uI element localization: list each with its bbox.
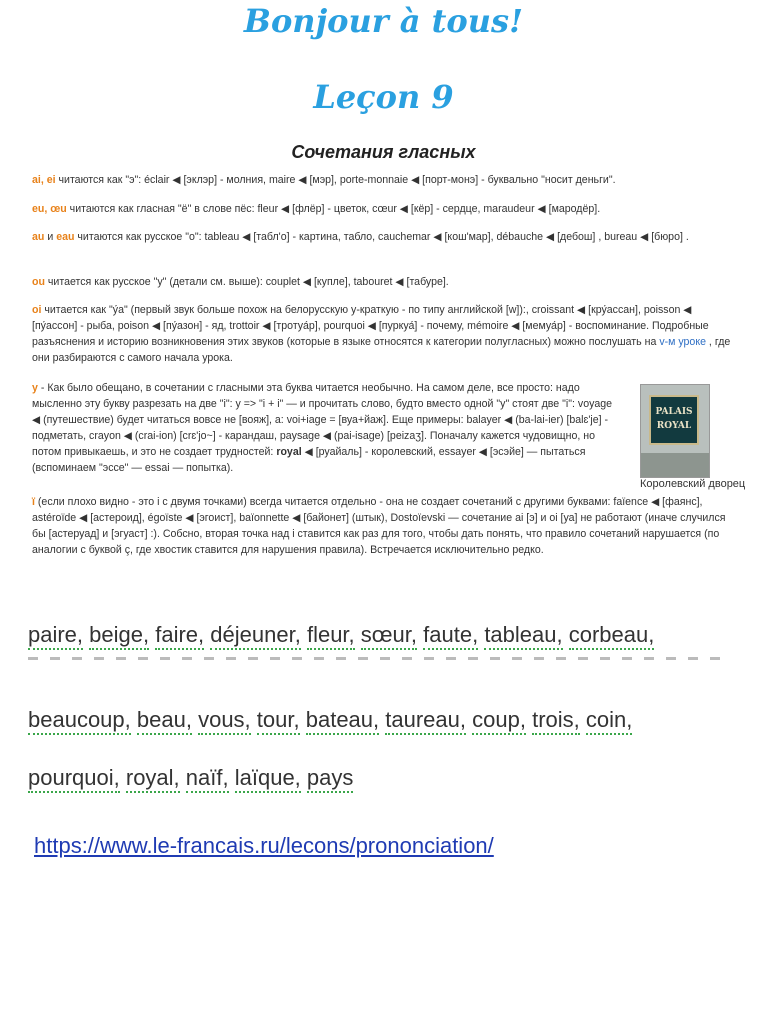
key-oi: oi — [32, 304, 42, 316]
word: taureau, — [385, 707, 466, 735]
paragraph-ou — [32, 274, 732, 290]
word: corbeau, — [569, 622, 655, 650]
sign-line: ROYAL — [656, 421, 692, 431]
paragraph-text: ◀ [руайаль] - королевский, essayer ◀ [эсэйе] — пытаться (вспоминаем "эссе" — essai — попытка). — [32, 446, 586, 474]
photo-caption: Королевский дворец — [640, 478, 746, 490]
key-au: au — [32, 231, 45, 243]
paragraph-oi — [32, 302, 732, 366]
palais-royal-sign — [649, 395, 699, 445]
word: sœur, — [361, 622, 417, 650]
paragraph-text: и — [44, 231, 57, 243]
word-line-2 — [28, 707, 632, 733]
paragraph-i-trema — [32, 494, 732, 558]
key-eu-oeu: eu, œu — [32, 203, 67, 215]
word: royal, — [126, 765, 180, 793]
paragraph-text: читается как "у́а" (первый звук больше похож на белорусскую у-краткую - по типу английской [w]):, croissant ◀ [кру́ассан], poisson ◀ [пу́ассон] - рыба, poison ◀ [пу́азон] - яд, trottoir ◀ [тротуа́р], pourquoi ◀ [пуркуа́] - почему, mémoire ◀ [мемуа́р] - воспоминание. Подробные разъяснения и историю возникновения этих звуков (которые в языке относятся к категории полугласных) можно послушать на — [32, 304, 709, 348]
cut-off-line — [28, 654, 728, 662]
paragraph-eu-oeu — [32, 201, 732, 217]
word: pourquoi, — [28, 765, 120, 793]
paragraph-text: читаются как русское "о": tableau ◀ [табл'о] - картина, табло, cauchemar ◀ [кош'мар], débauche ◀ [дебош] , bureau ◀ [бюро] . — [74, 231, 689, 243]
word: beau, — [137, 707, 192, 735]
word: fleur, — [307, 622, 355, 650]
paragraph-ai-ei — [32, 172, 732, 188]
paragraph-y — [32, 380, 622, 476]
word-line-3 — [28, 765, 353, 791]
word: naïf, — [186, 765, 229, 793]
palais-royal-photo — [640, 384, 710, 478]
word: trois, — [532, 707, 580, 735]
word: faire, — [155, 622, 204, 650]
source-link[interactable]: https://www.le-francais.ru/lecons/prononciation/ — [34, 833, 494, 858]
paragraph-text: читаются как гласная "ё" в слове пёс: fleur ◀ [флёр] - цветок, cœur ◀ [кёр] - сердце, maraudeur ◀ [мародёр]. — [66, 203, 601, 215]
key-ai-ei: ai, ei — [32, 174, 56, 186]
word: bateau, — [306, 707, 379, 735]
lesson-link[interactable]: v-м уроке — [659, 336, 706, 348]
paragraph-text: (если плохо видно - это i с двумя точками) всегда читается отдельно - она не создает сочетаний с другими буквами: faïence ◀ [фаянс], astéroïde ◀ [астероид], égoïste ◀ [эгоист], baïonnette ◀ [байонет] (штык), Dostoïevski — сочетание ai [э] и oi [уа] не работают (иначе случился бы [астеруад] и [эгуаст] :). Собсно, вторая точка над i ставится как раз для того, чтобы дать понять, что правило сочетаний нарушается (по аналогии с буквой ç, где хвостик ставится для нарушения правила). Встречается исключительно редко. — [32, 496, 726, 556]
key-y: y — [32, 382, 38, 394]
word: coin, — [586, 707, 632, 735]
section-heading: Сочетания гласных — [291, 142, 476, 162]
word: déjeuner, — [210, 622, 301, 650]
word: tableau, — [484, 622, 562, 650]
word: laïque, — [235, 765, 301, 793]
word: tour, — [257, 707, 300, 735]
word: coup, — [472, 707, 526, 735]
page-title: Bonjour à tous! — [243, 2, 524, 40]
paragraph-au-eau — [32, 229, 732, 245]
word-line-1 — [28, 622, 654, 648]
word: pays — [307, 765, 353, 793]
paragraph-text: - Как было обещано, в сочетании с гласными эта буква читается необычно. На самом деле, все просто: надо мысленно эту букву разрезать на две "i": y => "i + i" — и прочитать слово, будто вместо одной "у" стоят две "i": voyage ◀ (путешествие) будет читаться вовсе не [вояж], а: voi+iage = [вуа+йаж]. Еще примеры: balayer ◀ (ba-lai-ier) [balɛ'je] - подметать, crayon ◀ (crai-ion) [crɛ'jo~] - карандаш, paysage ◀ (pai-isage) [peizaʒ]. Поначалу кажется чудовищно, но потом привыкаешь, и это не создает трудностей: — [32, 382, 613, 458]
key-ou: ou — [32, 276, 45, 288]
word: beaucoup, — [28, 707, 131, 735]
word: vous, — [198, 707, 251, 735]
word: faute, — [423, 622, 478, 650]
paragraph-text: читается как русское "у" (детали см. выше): couplet ◀ [купле], tabouret ◀ [табуре]. — [44, 276, 449, 288]
key-i-trema: ï — [32, 496, 35, 508]
paragraph-text: читаются как "э": éclair ◀ [эклэр] - молния, maire ◀ [мэр], porte-monnaie ◀ [порт-монэ] - буквально "носит деньги". — [55, 174, 616, 186]
bold-word: royal — [276, 446, 302, 458]
word: beige, — [89, 622, 149, 650]
photo-base — [641, 453, 709, 477]
lesson-title: Leçon 9 — [313, 78, 454, 116]
paragraph-text: , где они разбираются с самого начала урока. — [32, 336, 731, 364]
word: paire, — [28, 622, 83, 650]
key-eau: eau — [56, 231, 75, 243]
sign-line: PALAIS — [655, 407, 693, 417]
